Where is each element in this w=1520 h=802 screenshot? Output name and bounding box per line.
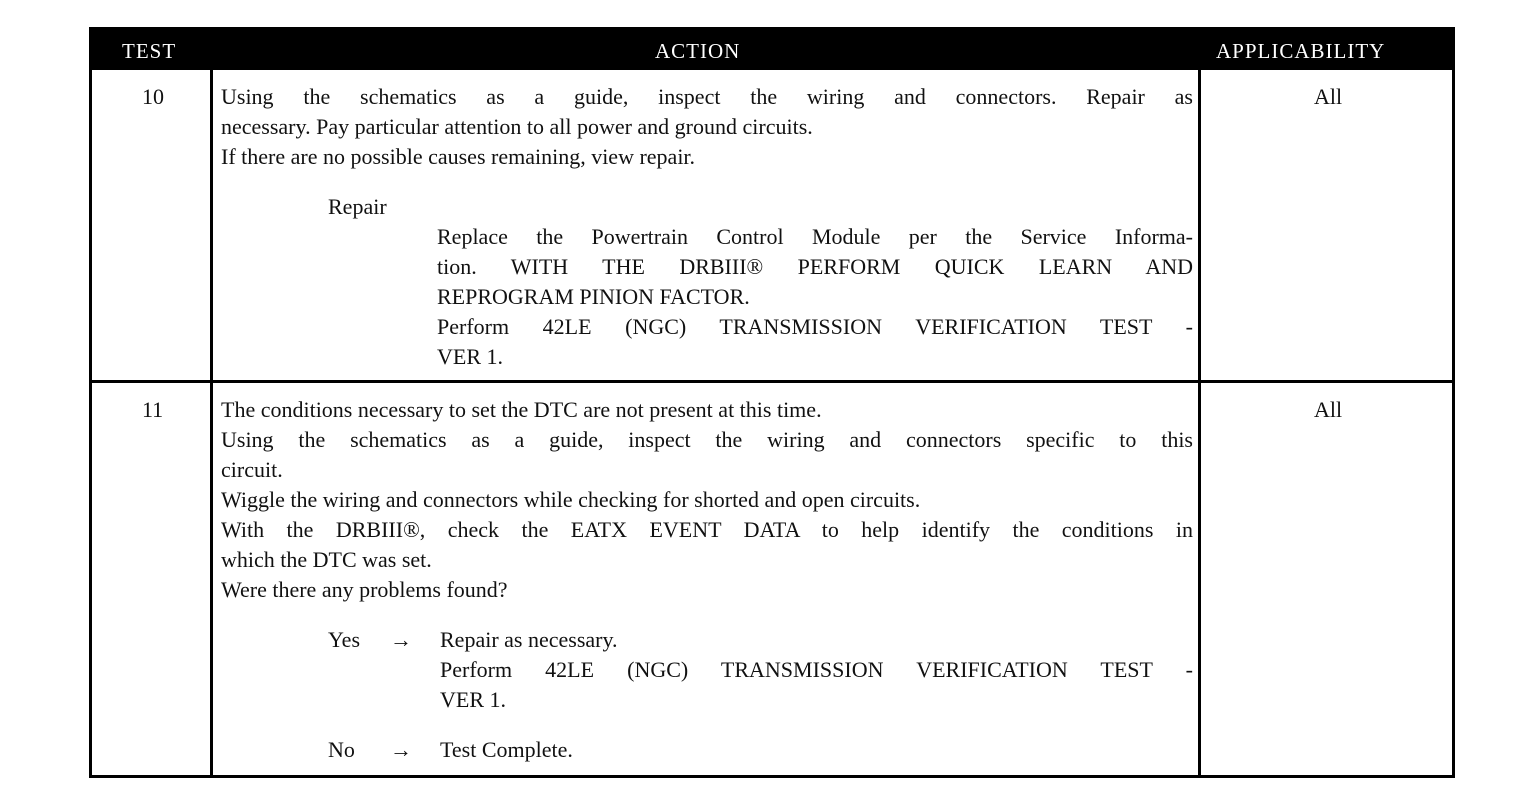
yes-line: Perform 42LE (NGC) TRANSMISSION VERIFICATION TEST - [440, 657, 1193, 682]
column-divider [210, 70, 213, 775]
table-header [92, 30, 1452, 70]
row-11-action-line: which the DTC was set. [221, 547, 432, 572]
repair-line: tion. WITH THE DRBIII® PERFORM QUICK LEARN AND [437, 254, 1193, 279]
procedure-table [89, 27, 1455, 778]
yes-line: Repair as necessary. [440, 627, 618, 652]
repair-line: REPROGRAM PINION FACTOR. [437, 284, 750, 309]
repair-label: Repair [328, 194, 387, 219]
row-10-action-line: necessary. Pay particular attention to all power and ground circuits. [221, 114, 813, 139]
row-11-action-line: Were there any problems found? [221, 577, 508, 602]
row-10-action-line: Using the schematics as a guide, inspect the wiring and connectors. Repair as [221, 84, 1193, 109]
row-11-applicability: All [1313, 397, 1343, 422]
yes-label: Yes [328, 627, 361, 652]
row-11-action-line: The conditions necessary to set the DTC are not present at this time. [221, 397, 822, 422]
row-10-applicability: All [1313, 84, 1343, 109]
header-test: TEST [122, 39, 177, 63]
row-11-action-line: Wiggle the wiring and connectors while checking for shorted and open circuits. [221, 487, 921, 512]
header-applicability: APPLICABILITY [1216, 39, 1386, 63]
repair-line: Replace the Powertrain Control Module per the Service Informa- [437, 224, 1193, 249]
yes-line: VER 1. [440, 687, 506, 712]
row-11-action-line: Using the schematics as a guide, inspect the wiring and connectors specific to this [221, 427, 1193, 452]
header-action: ACTION [655, 39, 741, 63]
no-label: No [328, 737, 355, 762]
row-11-action-line: circuit. [221, 457, 283, 482]
no-line: Test Complete. [440, 737, 573, 762]
row-10-action-line: If there are no possible causes remaining, view repair. [221, 144, 696, 169]
yes-arrow-icon: → [390, 627, 412, 652]
row-11-action-line: With the DRBIII®, check the EATX EVENT DATA to help identify the conditions in [221, 517, 1193, 542]
row-10-test-number: 10 [142, 84, 164, 109]
row-divider [92, 380, 1452, 383]
repair-line: VER 1. [437, 344, 503, 369]
row-11-test-number: 11 [142, 397, 164, 422]
repair-line: Perform 42LE (NGC) TRANSMISSION VERIFICATION TEST - [437, 314, 1193, 339]
no-arrow-icon: → [390, 737, 412, 762]
